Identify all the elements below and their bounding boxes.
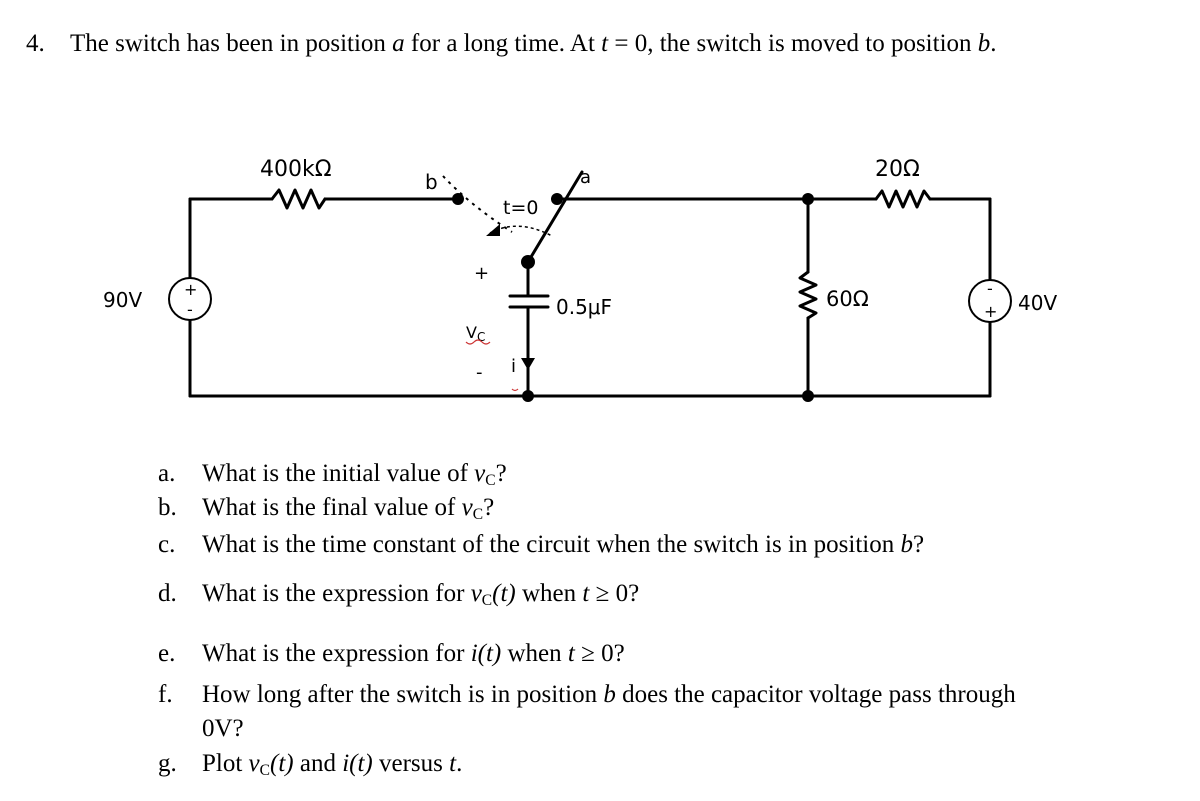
question-text: What is the time constant of the circuit when the switch is in position xyxy=(202,531,901,558)
statement-part: . xyxy=(990,30,997,57)
question-letter: b. xyxy=(158,494,177,521)
capacitor-label: 0.5μF xyxy=(556,295,613,319)
question-var: b xyxy=(900,531,913,558)
statement-part: for a long time. At xyxy=(404,30,602,57)
question-text: How long after the switch is in position xyxy=(202,681,604,708)
question-g xyxy=(158,750,462,780)
question-d xyxy=(158,580,639,610)
question-letter: e. xyxy=(158,640,176,667)
question-text: and xyxy=(293,750,343,777)
question-var: t xyxy=(449,750,457,777)
question-text: when xyxy=(501,640,568,667)
question-text: ≥ 0? xyxy=(589,580,640,607)
switch-contact-a xyxy=(551,193,563,205)
question-text: ? xyxy=(483,494,495,521)
question-text-continuation: 0V? xyxy=(202,715,244,742)
question-var: b xyxy=(603,681,616,708)
question-text: does the capacitor voltage pass through xyxy=(615,681,1016,708)
source-90v-plus: + xyxy=(184,280,198,299)
question-text: What is the final value of xyxy=(202,494,462,521)
resistor-400k xyxy=(272,190,325,208)
junction-top xyxy=(802,193,814,205)
statement-part: a xyxy=(392,30,405,57)
source-40v-label: 40V xyxy=(1018,291,1058,315)
question-a xyxy=(158,460,507,490)
question-f xyxy=(158,681,1016,742)
vc-subscript: C xyxy=(476,330,486,344)
question-e xyxy=(158,640,625,668)
question-sub: C xyxy=(472,505,484,523)
source-40v-plus: + xyxy=(984,302,998,321)
question-text: versus xyxy=(372,750,450,777)
resistor-20 xyxy=(876,191,930,207)
problem-number: 4. xyxy=(26,30,45,57)
statement-part: = 0, the switch is moved to position xyxy=(608,30,978,57)
question-var: v xyxy=(248,750,260,777)
switch-b-label: b xyxy=(425,170,438,194)
switch-a-label: a xyxy=(580,167,592,188)
statement-part: b xyxy=(977,30,991,57)
question-var: v xyxy=(474,460,486,487)
switch-direction-arrow xyxy=(486,224,500,236)
junction-cap-bottom xyxy=(522,390,534,402)
question-text: ? xyxy=(912,531,925,558)
question-text: . xyxy=(456,750,463,777)
statement-part: The switch has been in position xyxy=(70,30,393,57)
vc-minus-label: - xyxy=(476,362,483,383)
question-letter: c. xyxy=(158,531,176,558)
question-var: (t) xyxy=(270,750,294,777)
question-var: t xyxy=(567,640,575,667)
current-label: i xyxy=(511,356,517,377)
question-var: i(t) xyxy=(470,640,502,667)
question-text: What is the expression for xyxy=(202,580,471,607)
question-var: t xyxy=(582,580,590,607)
question-letter: d. xyxy=(158,580,177,607)
question-var: i(t) xyxy=(342,750,373,777)
question-text: What is the expression for xyxy=(202,640,471,667)
question-text: ≥ 0? xyxy=(574,640,625,667)
junction-shunt-bottom xyxy=(802,390,814,402)
question-var: v xyxy=(461,494,473,521)
question-text: when xyxy=(515,580,583,607)
question-var: (t) xyxy=(492,580,516,607)
question-text: Plot xyxy=(202,750,249,777)
resistor-60-label: 60Ω xyxy=(826,287,869,311)
question-sub: C xyxy=(485,471,496,489)
question-letter: a. xyxy=(158,460,176,487)
switch-pivot xyxy=(521,255,535,269)
question-letter: g. xyxy=(158,750,177,777)
question-b xyxy=(158,494,494,524)
current-underline xyxy=(512,389,518,391)
source-90v-minus: - xyxy=(187,300,193,319)
question-var: v xyxy=(470,580,482,607)
switch-travel-path xyxy=(443,176,512,232)
vc-letter: V xyxy=(466,323,477,342)
source-40v-minus: - xyxy=(987,279,993,298)
question-sub: C xyxy=(481,591,493,609)
statement-part: t xyxy=(601,30,609,57)
resistor-400k-label: 400kΩ xyxy=(260,157,332,182)
vc-plus-label: + xyxy=(474,263,490,284)
switch-time-label: t=0 xyxy=(503,197,539,219)
question-text: What is the initial value of xyxy=(202,460,475,487)
switch-contact-b xyxy=(452,193,464,205)
question-text: ? xyxy=(495,460,507,487)
resistor-60 xyxy=(800,272,816,318)
source-90v-label: 90V xyxy=(103,288,143,312)
question-c xyxy=(158,531,924,559)
resistor-20-label: 20Ω xyxy=(875,157,920,182)
question-sub: C xyxy=(259,761,270,779)
question-letter: f. xyxy=(158,681,173,708)
